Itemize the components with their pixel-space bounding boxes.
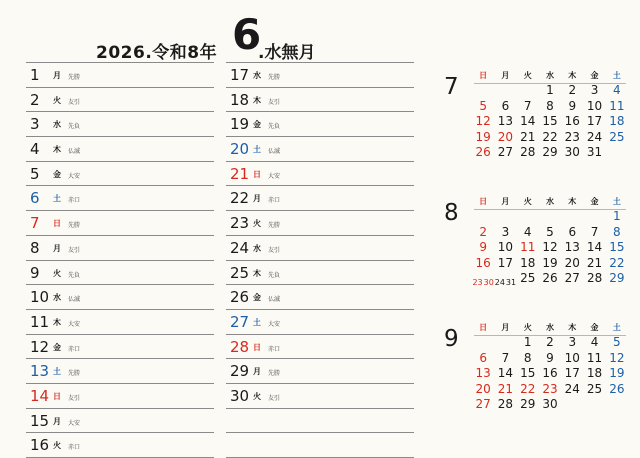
rokuyo-label: 赤口 <box>68 444 81 452</box>
mini-date: 9 <box>546 350 554 365</box>
mini-date: 22 <box>609 255 625 270</box>
weekday-label: 日 <box>253 342 261 352</box>
day-number: 18 <box>230 90 250 109</box>
mini-date: 29 <box>542 145 558 159</box>
mini-date: 19 <box>542 255 558 270</box>
mini-date: 18 <box>586 366 603 380</box>
rokuyo-label: 友引 <box>268 246 281 254</box>
rokuyo-label: 友引 <box>68 394 81 402</box>
weekday-header-cell: 日 <box>479 71 488 80</box>
weekday-header-cell: 木 <box>568 197 577 206</box>
mini-month-number: 7 <box>444 74 459 100</box>
mini-date: 21 <box>520 129 536 144</box>
mini-date: 9 <box>479 240 487 254</box>
mini-date: 17 <box>497 255 514 270</box>
mini-date <box>472 335 494 351</box>
weekday-label: 金 <box>253 120 261 130</box>
mini-date: 1 <box>613 209 621 223</box>
weekday-label: 水 <box>53 120 61 130</box>
rokuyo-label: 大安 <box>68 320 81 328</box>
rokuyo-label: 先負 <box>268 271 281 279</box>
rokuyo-label: 大安 <box>268 172 281 180</box>
mini-date: 29 <box>520 397 536 411</box>
day-number: 27 <box>230 312 250 331</box>
mini-date <box>606 397 628 413</box>
mini-date: 4 <box>590 335 599 349</box>
day-number: 14 <box>30 386 50 405</box>
header-underline <box>474 83 626 84</box>
mini-date: 14 <box>497 366 514 380</box>
rokuyo-label: 友引 <box>268 98 281 106</box>
day-row <box>26 408 214 433</box>
mini-date: 16 <box>564 114 580 128</box>
weekday-header <box>472 196 628 209</box>
day-number: 23 <box>230 214 250 233</box>
mini-date: 30 <box>564 145 580 159</box>
weekday-header-cell: 土 <box>612 323 621 332</box>
weekday-header-cell: 月 <box>501 197 510 206</box>
weekday-header-cell: 木 <box>568 323 577 332</box>
weekday-header-cell: 土 <box>612 71 621 80</box>
weekday-header-cell: 金 <box>590 71 599 80</box>
header-underline <box>474 335 626 336</box>
day-number: 16 <box>30 436 50 455</box>
mini-date <box>539 209 561 225</box>
mini-date: 24 <box>564 381 580 396</box>
weekday-label: 水 <box>53 293 61 303</box>
day-number: 30 <box>230 386 250 405</box>
mini-date: 3 <box>590 83 599 97</box>
weekday-label: 火 <box>53 441 61 451</box>
mini-date: 22 <box>542 129 558 144</box>
day-number: 29 <box>230 362 250 381</box>
mini-date: 24 <box>586 129 603 144</box>
mini-date: 19 <box>609 366 625 380</box>
day-number: 19 <box>230 115 250 134</box>
rokuyo-label: 友引 <box>268 394 281 402</box>
mini-date: 29 <box>609 271 625 285</box>
mini-date: 1 <box>546 83 554 97</box>
weekday-header-cell: 月 <box>501 71 510 80</box>
mini-date: 10 <box>497 240 514 254</box>
day-row <box>26 432 214 457</box>
weekday-label: 火 <box>253 391 261 401</box>
mini-date: 6 <box>501 98 510 113</box>
mini-date <box>494 209 516 225</box>
rokuyo-label: 大安 <box>68 172 81 180</box>
mini-week-row <box>472 225 628 241</box>
mini-date: 9 <box>568 98 577 113</box>
day-row <box>26 334 214 359</box>
day-number: 12 <box>30 337 50 356</box>
mini-date: 20 <box>564 255 580 270</box>
mini-date: 25 <box>609 129 625 144</box>
day-number: 24 <box>230 238 250 257</box>
weekday-header <box>472 322 628 335</box>
mini-date <box>606 145 628 161</box>
mini-week-row <box>472 114 628 130</box>
day-number: 6 <box>30 189 40 208</box>
day-row <box>226 432 414 457</box>
mini-date: 7 <box>501 350 510 365</box>
day-number: 15 <box>30 411 50 430</box>
mini-date: 18 <box>609 114 625 128</box>
mini-date <box>472 83 494 99</box>
rokuyo-label: 仏滅 <box>68 296 81 304</box>
mini-date: 3 <box>501 224 510 239</box>
mini-date: 4 <box>613 83 621 97</box>
mini-date: 17 <box>564 366 580 380</box>
mini-week-row <box>472 209 628 225</box>
title-year: 2026.令和8年 <box>96 43 218 63</box>
day-row <box>26 284 214 309</box>
mini-date: 1 <box>523 335 532 349</box>
weekday-label: 水 <box>253 71 261 80</box>
weekday-header-cell: 水 <box>545 197 554 206</box>
day-number: 2 <box>30 90 40 109</box>
day-number: 13 <box>30 362 50 381</box>
title-month-name: .水無月 <box>258 43 316 63</box>
mini-date <box>494 335 516 351</box>
day-row <box>226 161 414 186</box>
mini-date: 14 <box>520 114 536 128</box>
day-row <box>226 210 414 235</box>
weekday-label: 水 <box>253 243 261 253</box>
mini-week-row <box>472 130 628 146</box>
weekday-label: 木 <box>53 145 61 155</box>
mini-date <box>494 83 516 99</box>
day-number: 3 <box>30 115 40 134</box>
day-number: 20 <box>230 140 250 159</box>
mini-date: 27 <box>497 145 514 159</box>
mini-date: 11 <box>609 98 625 113</box>
mini-week-row <box>472 351 628 367</box>
day-number: 11 <box>30 312 50 331</box>
weekday-header-cell: 火 <box>523 197 532 206</box>
day-row <box>26 358 214 383</box>
day-row <box>26 309 214 334</box>
weekday-header-cell: 金 <box>590 323 599 332</box>
mini-week-row <box>472 99 628 115</box>
mini-week-row <box>472 366 628 382</box>
mini-date: 20 <box>475 381 491 396</box>
mini-date: 27 <box>475 397 491 411</box>
rokuyo-label: 赤口 <box>268 345 281 353</box>
weekday-header-cell: 水 <box>545 71 554 80</box>
mini-date: 3 <box>568 335 577 349</box>
day-number: 22 <box>230 189 250 208</box>
mini-month-number: 9 <box>444 326 459 352</box>
mini-date: 2 <box>568 83 577 97</box>
day-row <box>226 334 414 359</box>
day-number: 21 <box>230 164 250 183</box>
weekday-header-cell: 水 <box>545 323 554 332</box>
mini-date <box>561 209 583 225</box>
day-row <box>226 383 414 408</box>
weekday-label: 金 <box>53 342 61 352</box>
weekday-header-cell: 火 <box>523 71 532 80</box>
day-row <box>226 408 414 433</box>
rokuyo-label: 赤口 <box>68 345 81 353</box>
weekday-label: 火 <box>53 268 61 278</box>
mini-date: 11 <box>520 240 536 254</box>
rokuyo-label: 仏滅 <box>268 148 281 156</box>
weekday-label: 土 <box>253 145 261 155</box>
title-month-number: 6 <box>232 10 262 59</box>
rokuyo-label: 先勝 <box>268 370 281 378</box>
mini-date: 26 <box>542 271 558 285</box>
day-row <box>26 136 214 161</box>
rokuyo-label: 先勝 <box>268 222 281 230</box>
mini-date <box>561 397 583 413</box>
rokuyo-label: 友引 <box>68 246 81 254</box>
mini-month-number: 8 <box>444 200 459 226</box>
mini-date <box>583 397 605 413</box>
mini-week-row <box>472 271 628 287</box>
day-list-left <box>26 62 214 458</box>
weekday-label: 金 <box>53 169 61 179</box>
rokuyo-label: 大安 <box>68 419 81 427</box>
day-row <box>26 87 214 112</box>
weekday-header-cell: 日 <box>479 197 488 206</box>
day-number: 26 <box>230 288 250 307</box>
mini-date: 31 <box>586 145 603 159</box>
weekday-label: 土 <box>53 367 61 377</box>
mini-week-row <box>472 240 628 256</box>
weekday-header-cell: 木 <box>568 71 577 80</box>
weekday-label: 月 <box>253 367 261 377</box>
day-number: 7 <box>30 214 40 233</box>
day-row <box>26 235 214 260</box>
day-list-right <box>226 62 414 458</box>
weekday-label: 木 <box>253 95 261 105</box>
mini-date: 7 <box>590 224 599 239</box>
mini-date: 22 <box>520 381 536 396</box>
mini-date: 5 <box>546 224 554 239</box>
weekday-label: 木 <box>53 317 61 327</box>
weekday-header-cell: 月 <box>501 323 510 332</box>
day-number: 9 <box>30 263 40 282</box>
mini-date: 26 <box>475 145 491 159</box>
weekday-label: 土 <box>53 194 61 204</box>
weekday-label: 日 <box>53 219 61 229</box>
rokuyo-label: 赤口 <box>68 197 81 205</box>
rokuyo-label: 先勝 <box>268 74 281 81</box>
day-number: 25 <box>230 263 250 282</box>
header-underline <box>474 209 626 210</box>
mini-date: 8 <box>523 350 532 365</box>
mini-week-row <box>472 382 628 398</box>
mini-date: 7 <box>523 98 532 113</box>
mini-date: 10 <box>586 98 603 113</box>
weekday-header-cell: 日 <box>479 323 488 332</box>
rokuyo-label: 先勝 <box>68 370 81 378</box>
mini-date: 26 <box>609 381 625 396</box>
mini-date: 28 <box>497 397 514 411</box>
day-row <box>226 358 414 383</box>
mini-week-row <box>472 397 628 413</box>
mini-date: 15 <box>542 114 558 128</box>
mini-date: 16 <box>542 366 558 380</box>
mini-date: 2 <box>546 335 554 349</box>
weekday-header-cell: 金 <box>590 197 599 206</box>
mini-date: 23 <box>542 381 558 396</box>
mini-date: 13 <box>475 366 491 380</box>
weekday-label: 月 <box>253 194 261 204</box>
mini-date <box>517 83 539 99</box>
mini-date: 23 <box>564 129 580 144</box>
mini-date: 27 <box>564 271 580 285</box>
day-number: 17 <box>230 66 250 84</box>
day-row <box>226 62 414 87</box>
mini-date: 21 <box>497 381 514 396</box>
weekday-label: 金 <box>253 293 261 303</box>
weekday-label: 月 <box>53 243 61 253</box>
day-row <box>26 260 214 285</box>
day-row <box>226 309 414 334</box>
mini-date: 13 <box>497 114 514 128</box>
mini-date: 25 <box>586 381 603 396</box>
day-row <box>26 62 214 87</box>
day-number: 10 <box>30 288 50 307</box>
mini-date: 21 <box>586 255 603 270</box>
rokuyo-label: 先負 <box>68 271 81 279</box>
rokuyo-label: 先勝 <box>68 74 81 81</box>
mini-date: 12 <box>475 114 491 128</box>
day-row <box>226 111 414 136</box>
day-row <box>26 210 214 235</box>
mini-date: 16 <box>475 255 491 270</box>
day-row <box>26 185 214 210</box>
day-number: 1 <box>30 66 40 84</box>
weekday-label: 日 <box>253 169 261 179</box>
mini-date: 28 <box>586 271 603 285</box>
mini-date: 30 <box>542 397 558 411</box>
mini-date: 2 <box>479 224 487 239</box>
mini-date: 5 <box>479 98 487 113</box>
mini-date <box>517 209 539 225</box>
rokuyo-label: 先負 <box>68 123 81 131</box>
rokuyo-label: 赤口 <box>268 197 281 205</box>
day-row <box>26 111 214 136</box>
rokuyo-label: 先勝 <box>68 222 81 230</box>
mini-date: 23 30 <box>472 277 494 287</box>
day-number: 5 <box>30 164 40 183</box>
mini-date: 20 <box>497 129 514 144</box>
mini-week-row <box>472 335 628 351</box>
day-row <box>226 235 414 260</box>
mini-date: 15 <box>520 366 536 380</box>
mini-date: 13 <box>564 240 580 254</box>
weekday-label: 木 <box>253 268 261 278</box>
mini-date: 24 31 <box>494 277 517 287</box>
mini-date: 11 <box>586 350 603 365</box>
mini-date: 15 <box>609 240 625 254</box>
weekday-header-cell: 土 <box>612 197 621 206</box>
rokuyo-label: 大安 <box>268 320 281 328</box>
rokuyo-label: 先負 <box>268 123 281 131</box>
day-row <box>226 260 414 285</box>
day-row <box>26 383 214 408</box>
mini-date: 28 <box>520 145 536 159</box>
rokuyo-label: 友引 <box>68 98 81 106</box>
day-row <box>226 136 414 161</box>
mini-date: 12 <box>542 240 558 254</box>
mini-week-row <box>472 83 628 99</box>
weekday-label: 月 <box>53 71 61 80</box>
mini-date: 18 <box>520 255 536 270</box>
day-row <box>26 161 214 186</box>
weekday-label: 土 <box>253 317 261 327</box>
mini-date: 6 <box>568 224 577 239</box>
day-row <box>226 284 414 309</box>
weekday-label: 火 <box>53 95 61 105</box>
weekday-label: 日 <box>53 391 61 401</box>
weekday-header <box>472 70 628 83</box>
mini-date: 25 <box>520 271 536 285</box>
mini-date: 8 <box>613 224 621 239</box>
mini-date: 17 <box>586 114 603 128</box>
rokuyo-label: 仏滅 <box>68 148 81 156</box>
day-row <box>226 185 414 210</box>
mini-date: 12 <box>609 350 625 365</box>
mini-week-row <box>472 145 628 161</box>
weekday-header-cell: 火 <box>523 323 532 332</box>
mini-date <box>583 209 605 225</box>
mini-date: 19 <box>475 129 491 144</box>
day-number: 28 <box>230 337 250 356</box>
mini-date: 4 <box>523 224 532 239</box>
mini-date: 14 <box>586 240 603 254</box>
mini-week-row <box>472 256 628 272</box>
day-number: 8 <box>30 238 40 257</box>
mini-date <box>472 209 494 225</box>
mini-date: 5 <box>613 335 621 349</box>
weekday-label: 月 <box>53 416 61 426</box>
mini-date: 10 <box>564 350 580 365</box>
day-row <box>226 87 414 112</box>
mini-date: 6 <box>479 350 487 365</box>
mini-date: 8 <box>546 98 554 113</box>
weekday-label: 火 <box>253 219 261 229</box>
day-number: 4 <box>30 140 40 159</box>
rokuyo-label: 仏滅 <box>268 296 281 304</box>
